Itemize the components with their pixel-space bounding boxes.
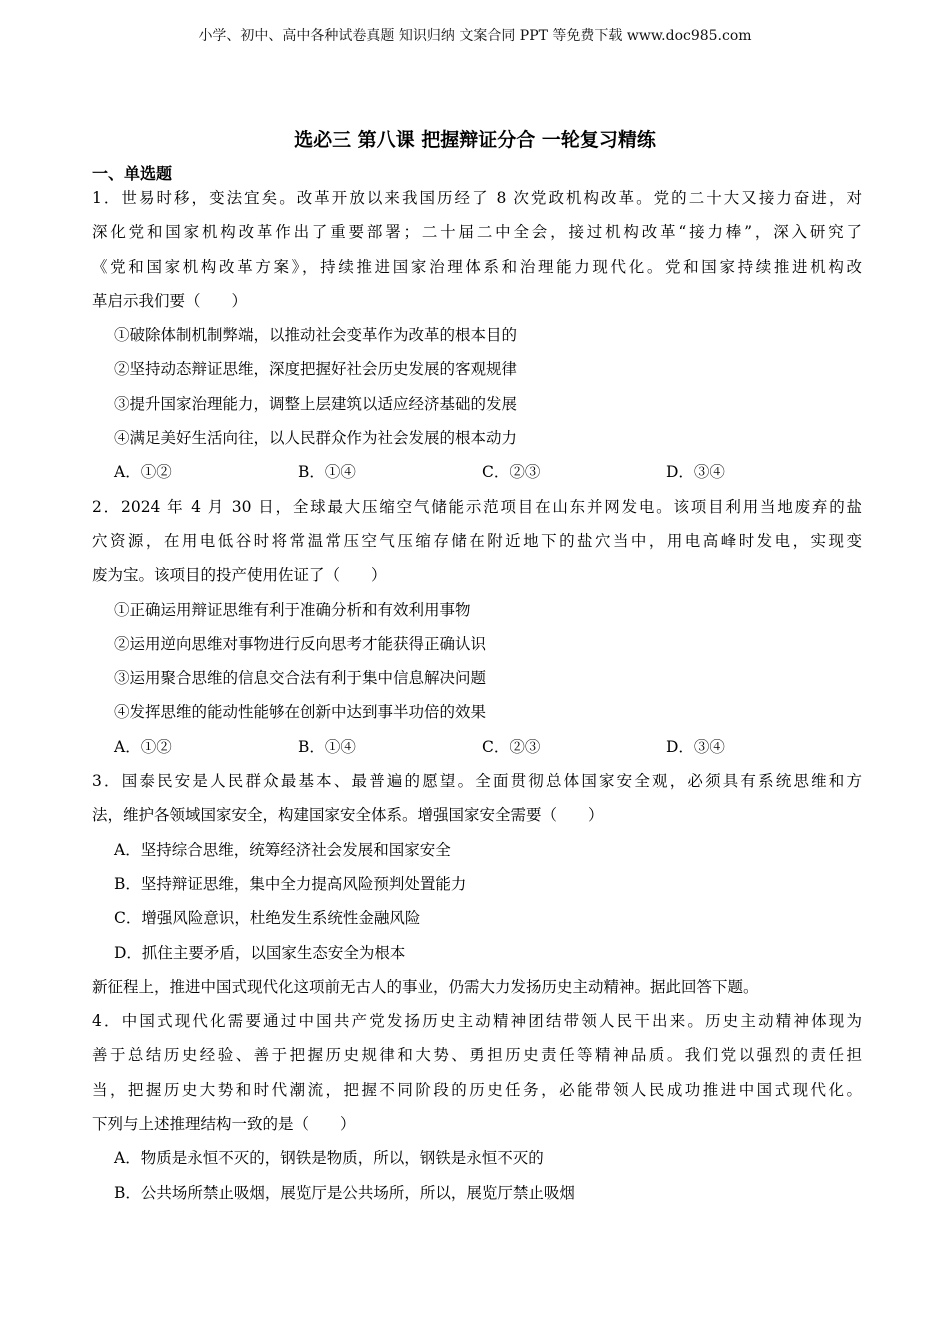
question-1-stem-line: 深化党和国家机构改革作出了重要部署；二十届二中全会，接过机构改革“接力棒”，深入研究了 [92,223,862,242]
question-4-stem-line: 善于总结历史经验、善于把握历史规律和大势、勇担历史责任等精神品质。我们党以强烈的责任担 [92,1046,862,1065]
option-c: C．增强风险意识，杜绝发生系统性金融风险 [114,909,421,928]
question-2-item: ④发挥思维的能动性能够在创新中达到事半功倍的效果 [114,703,487,722]
question-1-options [92,455,862,489]
option-c: C．②③ [482,737,541,756]
option-b: B．公共场所禁止吸烟，展览厅是公共场所，所以，展览厅禁止吸烟 [114,1183,575,1202]
document-body [92,181,862,1210]
question-1-stem-line: 1．世易时移，变法宜矣。改革开放以来我国历经了 8 次党政机构改革。党的二十大又接力奋进，对 [92,189,862,207]
option-d: D．③④ [666,737,725,756]
question-2-item: ③运用聚合思维的信息交合法有利于集中信息解决问题 [114,669,487,688]
option-c: C．②③ [482,463,541,482]
question-2-item: ②运用逆向思维对事物进行反向思考才能获得正确认识 [114,634,487,653]
question-4-stem-line: 当，把握历史大势和时代潮流，把握不同阶段的历史任务，必能带领人民成功推进中国式现代化。 [92,1080,862,1099]
option-d: D．抓住主要矛盾，以国家生态安全为根本 [114,943,406,962]
question-3-stem-line: 3．国泰民安是人民群众最基本、最普遍的愿望。全面贯彻总体国家安全观，必须具有系统思维和方 [92,772,862,791]
question-1-item: ③提升国家治理能力，调整上层建筑以适应经济基础的发展 [114,394,518,413]
question-1-item: ①破除体制机制弊端，以推动社会变革作为改革的根本目的 [114,326,518,345]
question-1-stem-line: 《党和国家机构改革方案》，持续推进国家治理体系和治理能力现代化。党和国家持续推进机构改 [92,257,862,276]
question-2-stem-line: 穴资源，在用电低谷时将常温常压空气压缩存储在附近地下的盐穴当中，用电高峰时发电，实现变 [92,531,862,550]
question-2-stem-line: 2．2024 年 4 月 30 日，全球最大压缩空气储能示范项目在山东并网发电。该项目利用当地废弃的盐 [92,497,862,516]
question-2 [92,490,862,764]
option-a: A．坚持综合思维，统筹经济社会发展和国家安全 [114,840,451,859]
question-2-stem-line: 废为宝。该项目的投产使用佐证了（ ） [92,566,387,585]
section-heading: 一、单选题 [92,164,173,183]
option-b: B．①④ [298,737,356,756]
passage-intro: 新征程上，推进中国式现代化这项前无古人的事业，仍需大力发扬历史主动精神。据此回答下题。 [92,977,759,996]
question-4-stem-line: 下列与上述推理结构一致的是（ ） [92,1115,356,1134]
question-2-item: ①正确运用辩证思维有利于准确分析和有效利用事物 [114,600,471,619]
question-4-stem-line: 4．中国式现代化需要通过中国共产党发扬历史主动精神团结带领人民干出来。历史主动精神体现为 [92,1012,862,1031]
option-a: A．①② [114,463,172,482]
option-b: B．坚持辩证思维，集中全力提高风险预判处置能力 [114,874,467,893]
question-1-item: ④满足美好生活向往，以人民群众作为社会发展的根本动力 [114,429,518,448]
option-a: A．①② [114,737,172,756]
question-1-item: ②坚持动态辩证思维，深度把握好社会历史发展的客观规律 [114,360,518,379]
question-2-options [92,730,862,764]
question-1-stem-line: 革启示我们要（ ） [92,291,248,310]
question-4 [92,1004,862,1210]
question-3-stem-line: 法，维护各领域国家安全，构建国家安全体系。增强国家安全需要（ ） [92,806,604,825]
option-b: B．①④ [298,463,356,482]
question-1 [92,181,862,490]
option-d: D．③④ [666,463,725,482]
option-a: A．物质是永恒不灭的，钢铁是物质，所以，钢铁是永恒不灭的 [114,1149,544,1168]
page-title: 选必三 第八课 把握辩证分合 一轮复习精练 [294,129,656,151]
question-3 [92,764,862,970]
header-banner: 小学、初中、高中各种试卷真题 知识归纳 文案合同 PPT 等免费下载 www.doc985.com [198,28,752,44]
